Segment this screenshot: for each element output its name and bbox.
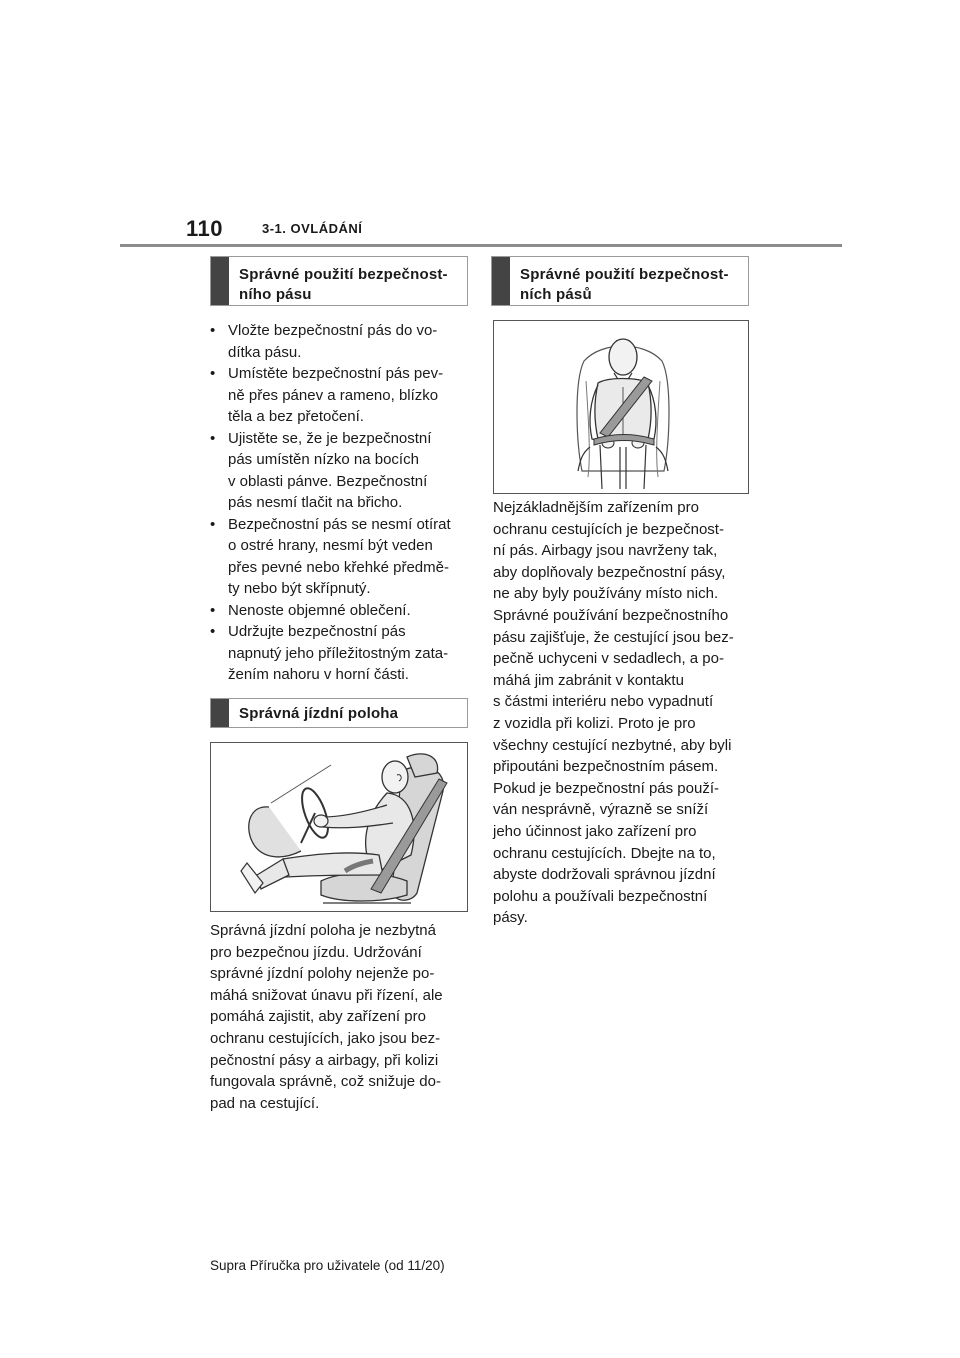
heading-text: Správná jízdní poloha xyxy=(239,705,399,722)
footer-text: Supra Příručka pro uživatele (od 11/20) xyxy=(210,1258,445,1273)
section-title: 3-1. OVLÁDÁNÍ xyxy=(262,221,363,236)
list-item: • Vložte bezpečnostní pás do vo- dítka pásu. xyxy=(210,320,472,363)
list-item: • Ujistěte se, že je bezpečnostní pás umístěn nízko na bocích v oblasti pánve. Bezpečnostní pás nesmí tlačit na břicho. xyxy=(210,428,472,514)
list-item: • Bezpečnostní pás se nesmí otírat o ostré hrany, nesmí být veden přes pevné nebo křehké předmě- ty nebo být skřípnutý. xyxy=(210,514,472,600)
seatbelts-usage-heading xyxy=(491,256,749,306)
heading-text: Správné použití bezpečnost- ních pásů xyxy=(520,266,729,303)
seatbelt-wearing-illustration xyxy=(493,320,749,494)
passenger-front-drawing xyxy=(494,321,748,493)
driver-seated-drawing xyxy=(211,743,467,911)
list-item: • Udržujte bezpečnostní pás napnutý jeho příležitostným zata- žením nahoru v horní části. xyxy=(210,621,472,686)
heading-marker xyxy=(492,257,510,305)
list-item: • Umístěte bezpečnostní pás pev- ně přes pánev a rameno, blízko těla a bez přetočení. xyxy=(210,363,472,428)
seatbelt-usage-heading xyxy=(210,256,468,306)
header-divider xyxy=(120,244,842,247)
driving-position-heading xyxy=(210,698,468,728)
seatbelt-instructions-list xyxy=(210,320,472,686)
page-number: 110 xyxy=(186,216,223,241)
driving-position-illustration xyxy=(210,742,468,912)
driving-position-paragraph: Správná jízdní poloha je nezbytná pro bezpečnou jízdu. Udržování správné jízdní polohy nejenže po- máhá snižovat únavu při řízení, ale pomáhá zajistit, aby zařízení pro ochranu cestujících, jako jsou bez- pečnostní pásy a airbagy, při kolizi fungovala správně, což snižuje do- pad na cestující. xyxy=(210,922,443,1112)
heading-marker xyxy=(211,257,229,305)
heading-text: Správné použití bezpečnost- ního pásu xyxy=(239,266,448,303)
heading-marker xyxy=(211,699,229,727)
list-item: • Nenoste objemné oblečení. xyxy=(210,600,472,622)
seatbelts-importance-paragraph: Nejzákladnějším zařízením pro ochranu cestujících je bezpečnost- ní pás. Airbagy jsou navrženy tak, aby doplňovaly bezpečnostní pásy, ne aby byly používány místo nich. Správné používání bezpečnostního pásu zajišťuje, že cestující jsou bez- pečně uchyceni v sedadlech, a po- máhá jim zabránit v kontaktu s částmi interiéru nebo vypadnutí z vozidla při kolizi. Proto je pro všechny cestující nezbytné, aby byli připoutáni bezpečnostním pásem. Pokud je bezpečnostní pás použí- ván nesprávně, výrazně se sníží jeho účinnost jako zařízení pro ochranu cestujících. Dbejte na to, abyste dodržovali správnou jízdní polohu a používali bezpečnostní pásy. xyxy=(493,499,734,927)
